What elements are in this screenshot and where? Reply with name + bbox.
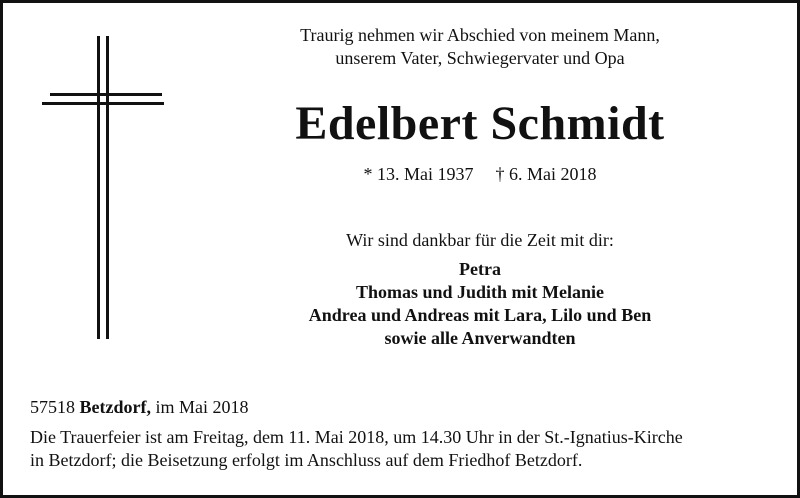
cross-icon (40, 36, 170, 346)
birth-date: * 13. Mai 1937 (363, 164, 474, 184)
town: Betzdorf, (79, 397, 151, 417)
family-line: sowie alle Anverwandten (384, 328, 576, 348)
family-line: Petra (459, 259, 501, 279)
death-date: † 6. Mai 2018 (495, 164, 597, 184)
thanks-text: Wir sind dankbar für die Zeit mit dir: (346, 230, 614, 250)
family-list (230, 258, 730, 350)
life-dates (230, 162, 730, 186)
family-line: Thomas und Judith mit Melanie (355, 282, 605, 302)
funeral-line: Die Trauerfeier ist am Freitag, dem 11. Mai 2018, um 14.30 Uhr in der St.-Ignatius-Kirche (30, 427, 683, 447)
intro-text (230, 24, 730, 70)
funeral-info (30, 426, 790, 472)
family-line: Andrea und Andreas mit Lara, Lilo und Ben (308, 305, 652, 325)
place-date-line (30, 396, 790, 419)
funeral-line: in Betzdorf; die Beisetzung erfolgt im Anschluss auf dem Friedhof Betzdorf. (30, 450, 583, 470)
postcode: 57518 (30, 397, 75, 417)
intro-line: unserem Vater, Schwiegervater und Opa (335, 48, 625, 68)
notice-date: im Mai 2018 (155, 397, 249, 417)
intro-line: Traurig nehmen wir Abschied von meinem Mann, (300, 25, 660, 45)
deceased-name: Edelbert Schmidt (295, 97, 665, 150)
